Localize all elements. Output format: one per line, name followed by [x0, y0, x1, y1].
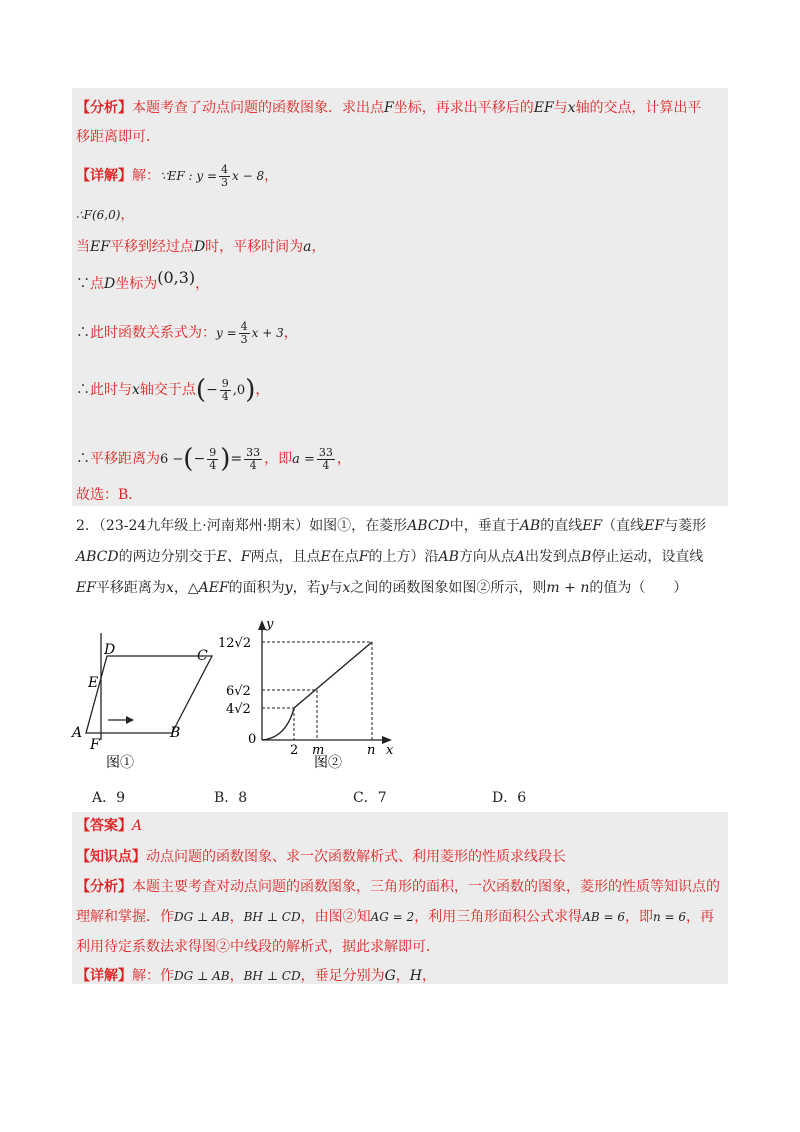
x-tick-n: n — [367, 743, 376, 758]
analysis-line-1: 【分析】本题考查了动点问题的函数图象．求出点F坐标，再求出平移后的EF与x轴的交点，计算出平 — [76, 100, 702, 116]
label-F: F — [90, 737, 100, 753]
x-axis-label: x — [386, 743, 394, 758]
x-tick-2: 2 — [290, 743, 299, 758]
rhombus-shape — [86, 656, 212, 733]
figure-2-graph — [214, 612, 404, 777]
origin-label: 0 — [248, 732, 257, 747]
y-tick-12r2: 12√2 — [218, 636, 252, 651]
step-3: ∵点D坐标为(0,3)， — [76, 268, 210, 292]
solution-block-2-bg — [72, 812, 728, 984]
option-d[interactable]: D．6 — [492, 790, 527, 806]
step-1: ∴F(6,0)， — [76, 207, 135, 223]
step-2: 当EF平移到经过点D时，平移时间为a， — [76, 239, 326, 255]
analysis-2-line-3: 利用待定系数法求得图②中线段的解析式，据此求解即可． — [76, 939, 440, 955]
question-2-line-2: ABCD的两边分别交于E、F两点，且点E在点F的上方）沿AB方向从点A出发到点B停止运动，设直线 — [76, 549, 704, 565]
question-2-line-3: EF平移距离为x，△AEF的面积为y，若y与x之间的函数图象如图②所示，则m + n的值为（ ） — [76, 580, 688, 596]
choice-line: 故选：B． — [76, 487, 143, 503]
figure-1-caption: 图① — [106, 755, 134, 771]
figure-1-rhombus — [66, 628, 226, 778]
label-B: B — [170, 725, 181, 741]
analysis-line-2: 移距离即可． — [76, 129, 160, 145]
question-2-line-1: 2．（23-24九年级上·河南郑州·期末）如图①，在菱形ABCD中，垂直于AB的直线EF（直线EF与菱形 — [76, 518, 707, 534]
move-arrow-head — [126, 716, 134, 724]
label-D: D — [104, 642, 116, 658]
y-axis-arrow — [258, 620, 266, 630]
step-5: ∴此时与x轴交于点(− $\frac{9}{4}$ ,0)， — [76, 375, 270, 405]
option-a[interactable]: A．9 — [92, 790, 126, 806]
y-tick-4r2: 4√2 — [226, 702, 251, 717]
step-4: ∴此时函数关系式为：y = $\frac{4}{3}$ x + 3， — [76, 319, 298, 346]
analysis-2-line-2: 理解和掌握．作DG ⊥ AB，BH ⊥ CD，由图②知AG = 2，利用三角形面积公式求得AB = 6，即n = 6，再 — [76, 909, 715, 925]
option-b[interactable]: B．8 — [214, 790, 248, 806]
step-6: ∴平移距离为6 −(− $\frac{9}{4}$ )= $\frac{33}{4}$ ，即a = $\frac{33}{4}$ ， — [76, 444, 351, 474]
y-tick-6r2: 6√2 — [226, 684, 251, 699]
answer-line: 【答案】A — [76, 818, 143, 834]
detail-line: 【详解】解：∵EF : y = $\frac{4}{3}$ x − 8， — [76, 162, 279, 189]
label-C: C — [197, 648, 208, 664]
label-E: E — [88, 675, 99, 691]
y-axis-label: y — [266, 617, 274, 632]
label-A: A — [72, 725, 83, 741]
option-c[interactable]: C．7 — [353, 790, 387, 806]
detail-2-line: 【详解】解：作DG ⊥ AB，BH ⊥ CD，垂足分别为G，H， — [76, 968, 437, 984]
analysis-2-line-1: 【分析】本题主要考查对动点问题的函数图象，三角形的面积，一次函数的图象，菱形的性质等知识点的 — [76, 879, 720, 895]
x-tick-m: m — [312, 743, 325, 758]
knowledge-point-line: 【知识点】动点问题的函数图象、求一次函数解析式、利用菱形的性质求线段长 — [76, 849, 566, 865]
figure-2-caption: 图② — [314, 755, 342, 771]
